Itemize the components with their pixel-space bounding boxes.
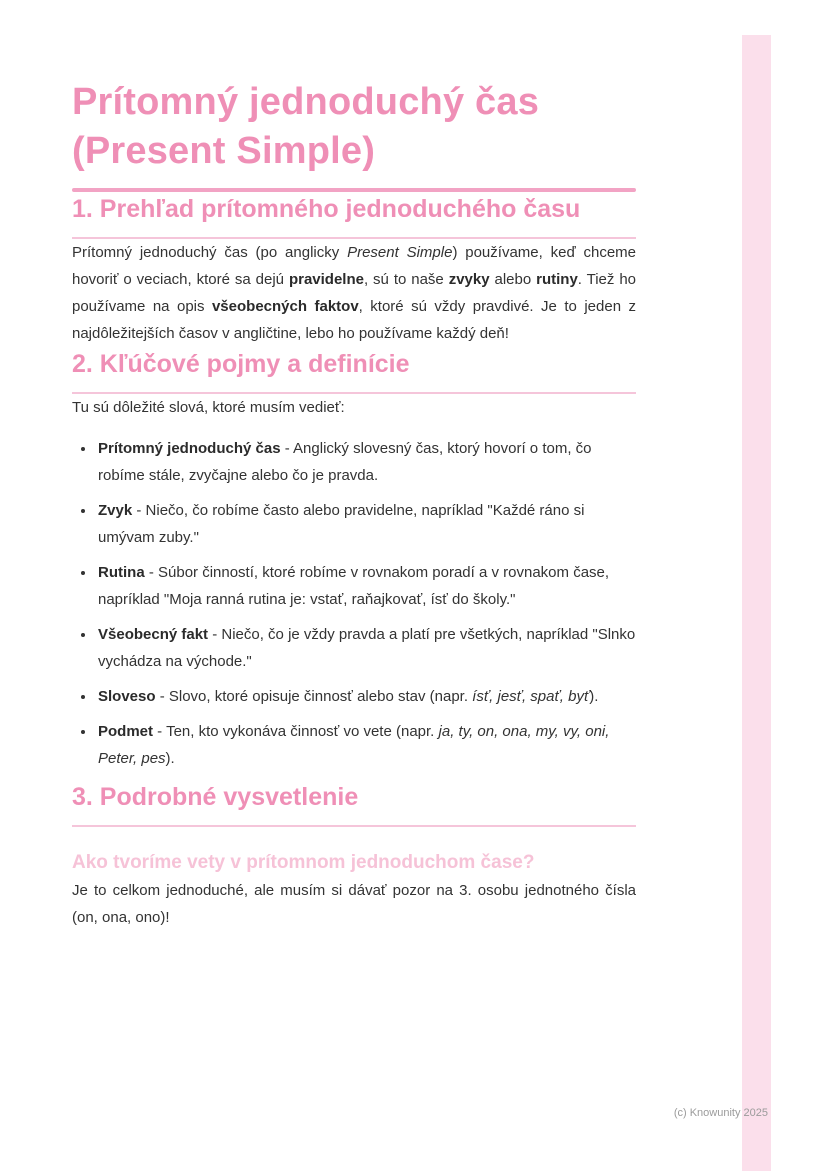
text-run: ) používame, keď chceme hovoriť o veciach, ktoré sa dejú: [72, 244, 637, 288]
definition-text: - Niečo, čo robíme často alebo pravidelne, napríklad "Každé ráno si umývam zuby.": [98, 502, 585, 546]
term-text: Rutina: [98, 564, 145, 581]
definitions-lead: Tu sú dôležité slová, ktoré musím vedieť:: [72, 399, 345, 416]
definition-text: - Niečo, čo je vždy pravda a platí pre všetkých, napríklad "Slnko vychádza na východe.": [98, 626, 636, 670]
definition-text: - Súbor činností, ktoré robíme v rovnakom poradí a v rovnakom čase, napríklad "Moja ranná rutina je: vstať, raňajkovať, ísť do školy.": [98, 564, 610, 608]
intro-paragraph: [72, 239, 636, 347]
definitions-list: [72, 435, 636, 772]
definition-text: - Ten, kto vykonáva činnosť vo vete (napr.: [153, 723, 439, 740]
definition-text: ).: [165, 750, 175, 767]
definition-item-rutina: [96, 559, 636, 613]
term-text: Zvyk: [98, 502, 133, 519]
term-text: Prítomný jednoduchý čas: [98, 440, 281, 457]
definition-item-zvyk: [96, 497, 636, 551]
term-text: Všeobecný fakt: [98, 626, 209, 643]
definition-item-sloveso: [96, 683, 636, 710]
definition-text: - Anglický slovesný čas, ktorý hovorí o tom, čo robíme stále, zvyčajne alebo čo je pravda.: [98, 440, 592, 484]
document-page: [72, 78, 636, 931]
bold-run: rutiny: [536, 271, 578, 288]
page-title: Prítomný jednoduchý čas (Present Simple): [72, 81, 540, 172]
section-3-heading: 3. Podrobné vysvetlenie: [72, 783, 359, 811]
definition-item-vseobecny-fakt: [96, 621, 636, 675]
italic-run: Present Simple: [347, 244, 453, 261]
italic-run: ísť, jesť, spať, byť: [472, 688, 590, 705]
text-run: Prítomný jednoduchý čas (po anglicky: [72, 244, 348, 261]
definition-text: - Slovo, ktoré opisuje činnosť alebo stav (napr.: [155, 688, 473, 705]
text-run: alebo: [489, 271, 537, 288]
section-3-divider: [72, 825, 636, 827]
bold-run: zvyky: [448, 271, 490, 288]
italic-run: ja, ty, on, ona, my, vy, oni, Peter, pes: [98, 723, 610, 767]
definition-item-present-simple: [96, 435, 636, 489]
section-2-heading: 2. Kľúčové pojmy a definície: [72, 350, 410, 378]
definition-item-podmet: [96, 718, 636, 772]
definition-text: ).: [589, 688, 599, 705]
subsection-heading: Ako tvoríme vety v prítomnom jednoduchom čase?: [72, 852, 535, 873]
decorative-side-strip: [742, 35, 771, 1171]
term-text: Sloveso: [98, 688, 156, 705]
text-run: . Tiež ho používame na opis: [72, 271, 637, 315]
bold-run: pravidelne: [288, 271, 364, 288]
bold-run: všeobecných faktov: [211, 298, 359, 315]
explanation-paragraph: Je to celkom jednoduché, ale musím si dávať pozor na 3. osobu jednotného čísla (on, ona, ono)!: [72, 882, 636, 926]
text-run: , sú to naše: [363, 271, 449, 288]
footer-credit: (c) Knowunity 2025: [673, 1107, 768, 1119]
section-1-heading: 1. Prehľad prítomného jednoduchého času: [72, 195, 581, 223]
text-run: , ktoré sú vždy pravdivé. Je to jeden z najdôležitejších časov v angličtine, lebo ho používame každý deň!: [72, 298, 636, 342]
term-text: Podmet: [98, 723, 154, 740]
